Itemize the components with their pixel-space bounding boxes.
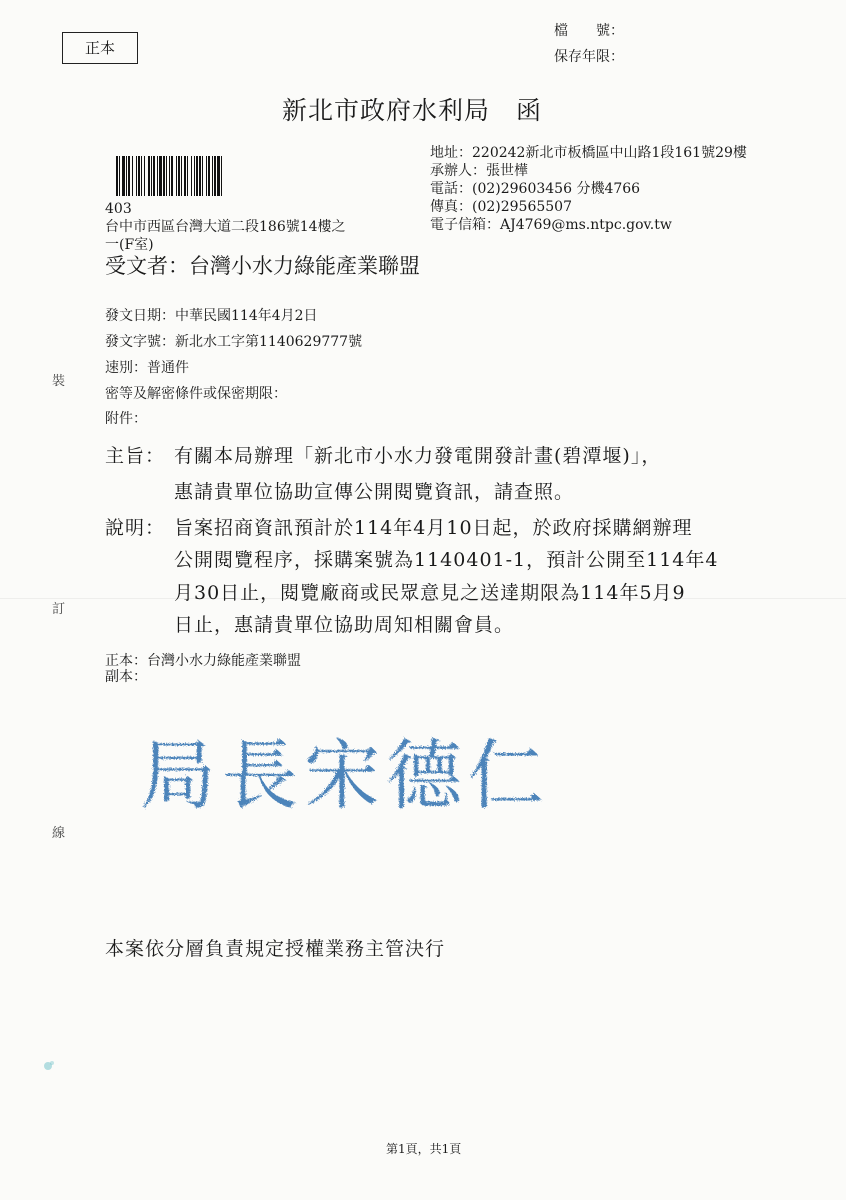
document-title: 新北市政府水利局 函 xyxy=(282,96,543,125)
recipient-address-line1: 台中市西區台灣大道二段186號14樓之 xyxy=(105,219,346,235)
distribution-copy: 副本： xyxy=(105,669,147,685)
sender-fax: 傳真：(02)29565507 xyxy=(430,199,572,215)
distribution-original: 正本：台灣小水力綠能產業聯盟 xyxy=(105,653,301,669)
explanation-line: 公開閱覽程序，採購案號為1140401-1，預計公開至114年4 xyxy=(174,549,719,571)
sender-email: 電子信箱：AJ4769@ms.ntpc.gov.tw xyxy=(430,217,672,233)
binding-mark: 線 xyxy=(52,826,66,841)
explanation-line: 日止，惠請貴單位協助周知相關會員。 xyxy=(174,614,515,636)
attachment: 附件： xyxy=(105,411,147,427)
recipient-address-line2: 一(F室) xyxy=(105,237,154,253)
explanation-line: 月30日止，閱覽廠商或民眾意見之送達期限為114年5月9 xyxy=(174,582,686,604)
subject-label: 主旨： xyxy=(105,445,166,467)
ink-smudge-icon xyxy=(40,1058,58,1074)
copy-type-box: 正本 xyxy=(62,32,138,64)
barcode-icon xyxy=(116,156,312,200)
signature-stamp xyxy=(140,720,580,834)
binding-mark: 裝 xyxy=(52,374,66,389)
delegation-note: 本案依分層負責規定授權業務主管決行 xyxy=(105,938,446,960)
sender-contact: 承辦人：張世樺 xyxy=(430,163,528,179)
page-number: 第1頁，共1頁 xyxy=(386,1142,462,1156)
document-number: 發文字號：新北水工字第1140629777號 xyxy=(105,334,363,350)
subject-line-1: 有關本局辦理「新北市小水力發電開發計畫(碧潭堰)」， xyxy=(174,445,662,467)
subject-line-2: 惠請貴單位協助宣傳公開閱覽資訊，請查照。 xyxy=(174,481,575,503)
file-number-label: 檔 號： xyxy=(554,23,624,39)
binding-mark: 訂 xyxy=(52,602,66,617)
explanation-label: 說明： xyxy=(105,517,166,539)
sender-phone: 電話：(02)29603456 分機4766 xyxy=(430,181,641,197)
delivery-speed: 速別：普通件 xyxy=(105,360,189,376)
secrecy-level: 密等及解密條件或保密期限： xyxy=(105,386,287,402)
postal-code: 403 xyxy=(105,201,132,217)
sender-address: 地址：220242新北市板橋區中山路1段161號29樓 xyxy=(430,145,747,161)
svg-text:局長宋德仁: 局長宋德仁 xyxy=(140,731,550,820)
explanation-line: 旨案招商資訊預計於114年4月10日起，於政府採購網辦理 xyxy=(174,517,693,539)
issue-date: 發文日期：中華民國114年4月2日 xyxy=(105,308,318,324)
recipient: 受文者：台灣小水力綠能產業聯盟 xyxy=(105,254,420,278)
retention-label: 保存年限： xyxy=(554,49,624,65)
